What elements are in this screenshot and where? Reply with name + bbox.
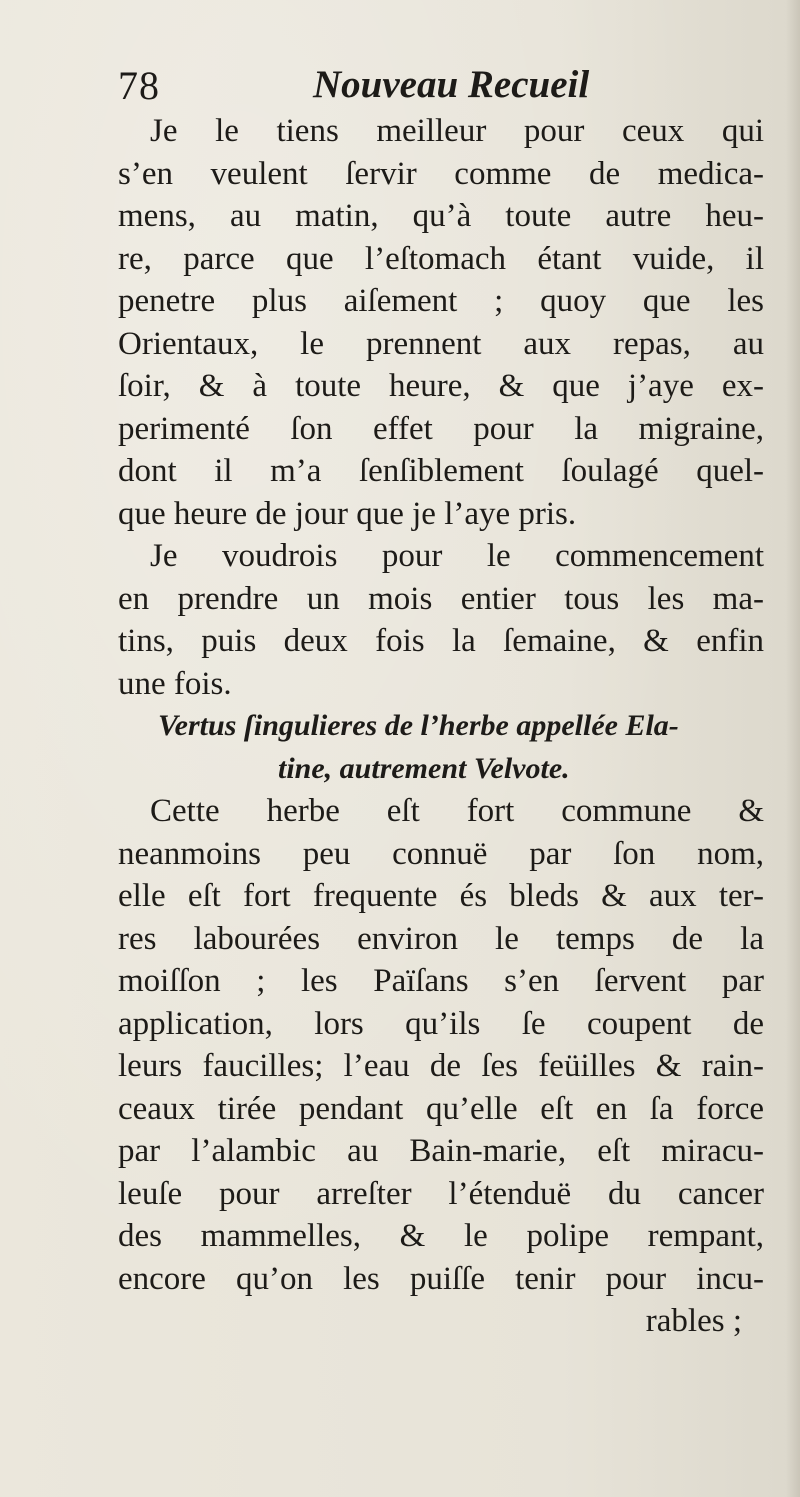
text-line: dont il m’a ſenſiblement ſoulagé quel- [118,453,764,489]
text-line: Orientaux, le prennent aux repas, au [118,325,764,362]
text-line: res labourées environ le temps de la [118,920,764,957]
text-line: en prendre un mois entier tous les ma- [118,580,764,617]
page-edge-shadow [786,0,800,1497]
running-head: Nouveau Recueil [313,63,590,106]
text-line: que heure de jour que je l’aye pris. [118,495,577,532]
text-line: ſoir, & à toute heure, & que j’aye ex- [118,368,764,404]
text-line: leurs faucilles; l’eau de ſes feüilles & rain- [118,1048,764,1084]
text-line: des mammelles, & le polipe rempant, [118,1218,764,1254]
text-line: re, parce que l’eſtomach étant vuide, il [118,240,764,277]
text-line: ceaux tirée pendant qu’elle eſt en ſa force [118,1090,764,1127]
text-body [118,110,764,1343]
text-line: Cette herbe eſt fort commune & [150,793,764,829]
text-line: une fois. [118,665,232,702]
text-line: tins, puis deux fois la ſemaine, & enfin [118,623,764,659]
page-header [118,62,758,112]
text-line: neanmoins peu connuë par ſon nom, [118,835,764,872]
text-line: mens, au matin, qu’à toute autre heu- [118,198,764,234]
text-line: Je voudrois pour le commencement [150,538,764,574]
text-line: application, lors qu’ils ſe coupent de [118,1005,764,1042]
text-line: elle eſt fort frequente és bleds & aux ter- [118,878,764,914]
text-line: s’en veulent ſervir comme de medica- [118,155,764,192]
catchword-line: rables ; [645,1303,742,1339]
text-line: Je le tiens meilleur pour ceux qui [150,113,764,149]
text-line: leuſe pour arreſter l’étenduë du cancer [118,1175,764,1212]
text-line: penetre plus aiſement ; quoy que les [118,283,764,319]
page-number: 78 [118,63,160,108]
text-line: encore qu’on les puiſſe tenir pour incu- [118,1260,764,1297]
section-heading-continued: tine, autrement Velvote. [278,751,570,785]
text-line: moiſſon ; les Païſans s’en ſervent par [118,963,764,999]
text-line: perimenté ſon effet pour la migraine, [118,410,764,447]
section-heading: Vertus ſingulieres de l’herbe appellée Ela- [158,709,679,742]
text-line: par l’alambic au Bain-marie, eſt miracu- [118,1133,764,1169]
